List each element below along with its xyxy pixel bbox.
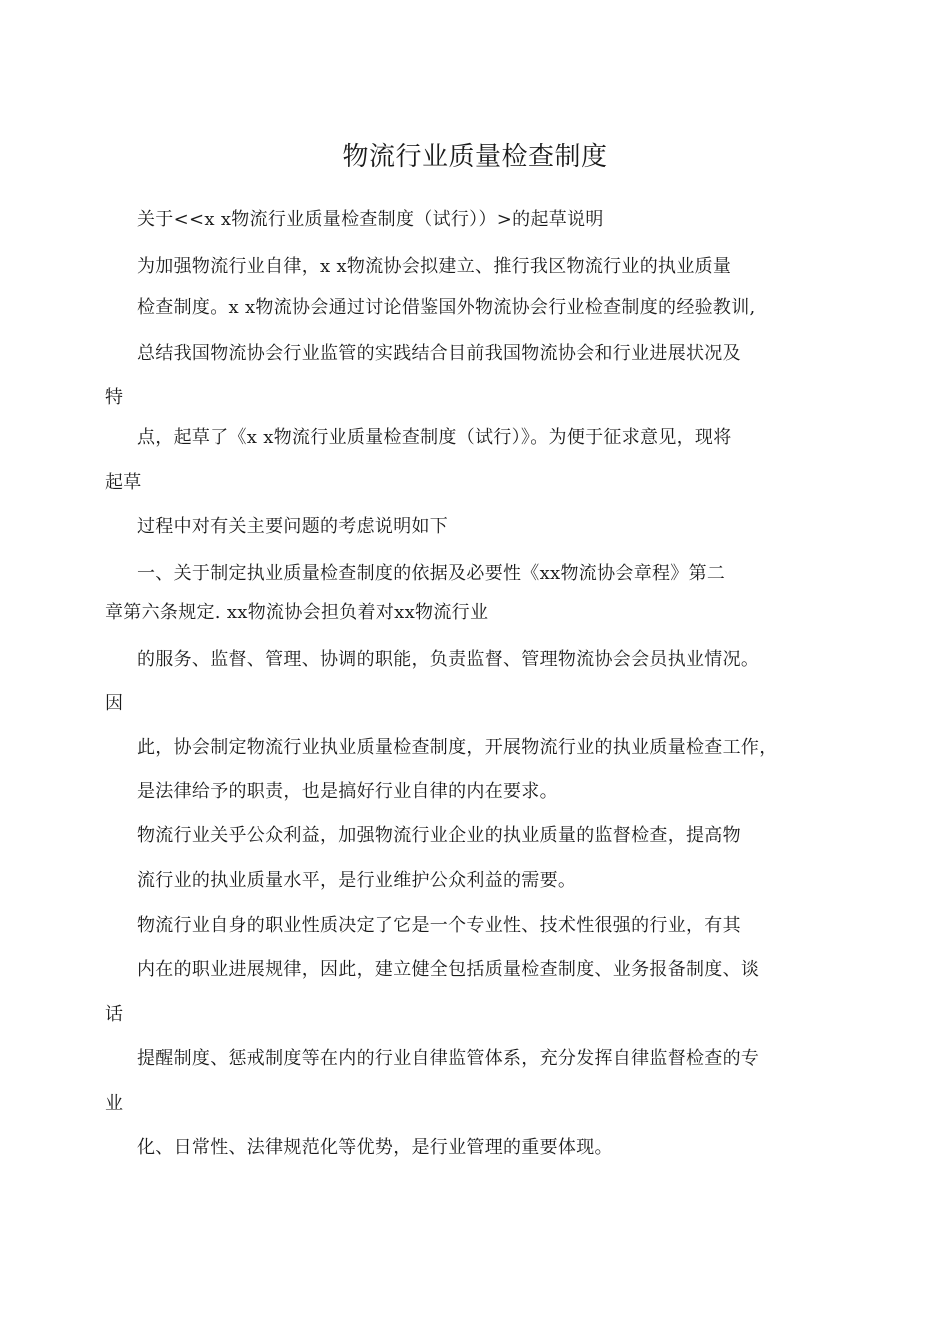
text-line: 起草: [105, 472, 142, 493]
text-line: 物流行业关乎公众利益，加强物流行业企业的执业质量的监督检查，提高物: [137, 825, 741, 846]
text-line: 点，起草了《x x物流行业质量检查制度（试行）》。为便于征求意见，现将: [137, 427, 732, 448]
text-line: 检查制度。x x物流协会通过讨论借鉴国外物流协会行业检查制度的经验教训,: [137, 297, 756, 318]
text-line: 章第六条规定. xx物流协会担负着对xx物流行业: [105, 602, 489, 623]
text-line: 物流行业自身的职业性质决定了它是一个专业性、技术性很强的行业，有其: [137, 915, 741, 936]
text-line: 流行业的执业质量水平，是行业维护公众利益的需要。: [137, 870, 577, 891]
text-line: 特: [105, 387, 124, 408]
text-line: 话: [105, 1004, 124, 1025]
text-line: 提醒制度、惩戒制度等在内的行业自律监管体系，充分发挥自律监督检查的专: [137, 1048, 760, 1069]
text-line: 过程中对有关主要问题的考虑说明如下: [137, 516, 449, 537]
text-line: 关于<<x x物流行业质量检查制度（试行））>的起草说明: [137, 209, 604, 230]
text-line: 此，协会制定物流行业执业质量检查制度，开展物流行业的执业质量检查工作，: [137, 737, 778, 758]
text-line: 是法律给予的职责，也是搞好行业自律的内在要求。: [137, 781, 558, 802]
text-line: 业: [105, 1093, 124, 1114]
text-line: 的服务、监督、管理、协调的职能，负责监督、管理物流协会会员执业情况。: [137, 649, 760, 670]
text-line: 化、日常性、法律规范化等优势，是行业管理的重要体现。: [137, 1137, 613, 1158]
document-title: 物流行业质量检查制度: [342, 142, 608, 172]
text-line: 总结我国物流协会行业监管的实践结合目前我国物流协会和行业进展状况及: [137, 343, 741, 364]
text-line: 一、关于制定执业质量检查制度的依据及必要性《xx物流协会章程》第二: [137, 563, 726, 584]
text-line: 内在的职业进展规律，因此，建立健全包括质量检查制度、业务报备制度、谈: [137, 959, 760, 980]
text-line: 为加强物流行业自律，x x物流协会拟建立、推行我区物流行业的执业质量: [137, 256, 732, 277]
text-line: 因: [105, 693, 124, 714]
